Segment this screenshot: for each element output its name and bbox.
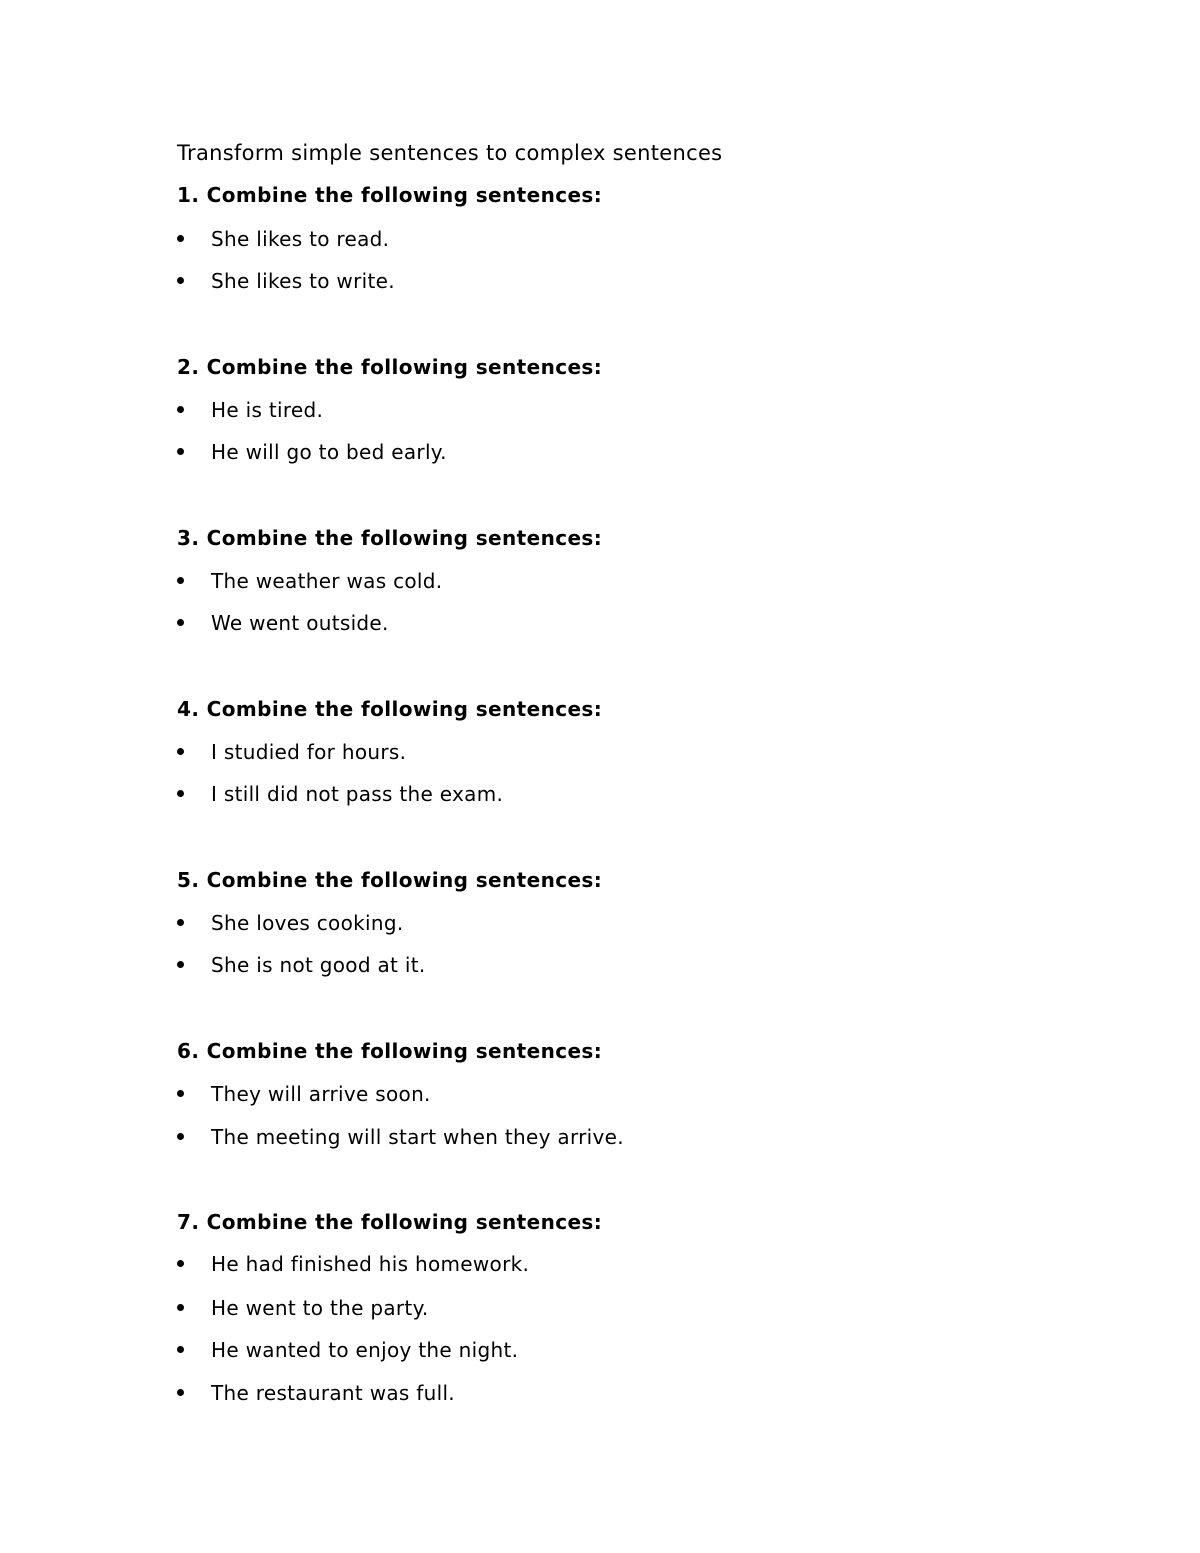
bullet-icon [177,919,184,926]
bullet-icon [177,961,184,968]
bullet-icon [177,619,184,626]
bullet-icon [177,448,184,455]
list-item-text: She likes to write. [211,269,395,293]
bullet-icon [177,1346,184,1353]
list-item-text: He had finished his homework. [211,1252,530,1276]
bullet-icon [177,577,184,584]
bullet-icon [177,748,184,755]
section-heading-7: 7. Combine the following sentences: [177,1210,603,1234]
section-heading-5: 5. Combine the following sentences: [177,868,603,892]
list-item-text: He will go to bed early. [211,440,447,464]
section-heading-6: 6. Combine the following sentences: [177,1039,603,1063]
list-item-text: He went to the party. [211,1296,429,1320]
list-item-text: The restaurant was full. [211,1381,455,1405]
list-item-text: She likes to read. [211,227,390,251]
list-item-text: He is tired. [211,398,324,422]
list-item-text: The meeting will start when they arrive. [211,1125,624,1149]
bullet-icon [177,1133,184,1140]
bullet-icon [177,406,184,413]
list-item-text: They will arrive soon. [211,1082,431,1106]
bullet-icon [177,277,184,284]
list-item-text: I studied for hours. [211,740,407,764]
section-heading-1: 1. Combine the following sentences: [177,183,603,207]
list-item-text: She loves cooking. [211,911,404,935]
section-heading-3: 3. Combine the following sentences: [177,526,603,550]
list-item-text: The weather was cold. [211,569,443,593]
bullet-icon [177,1304,184,1311]
section-heading-4: 4. Combine the following sentences: [177,697,603,721]
bullet-icon [177,1260,184,1267]
page-title: Transform simple sentences to complex sentences [177,141,723,165]
bullet-icon [177,1389,184,1396]
bullet-icon [177,790,184,797]
list-item-text: He wanted to enjoy the night. [211,1338,519,1362]
list-item-text: I still did not pass the exam. [211,782,504,806]
list-item-text: She is not good at it. [211,953,426,977]
bullet-icon [177,1090,184,1097]
list-item-text: We went outside. [211,611,389,635]
section-heading-2: 2. Combine the following sentences: [177,355,603,379]
bullet-icon [177,235,184,242]
